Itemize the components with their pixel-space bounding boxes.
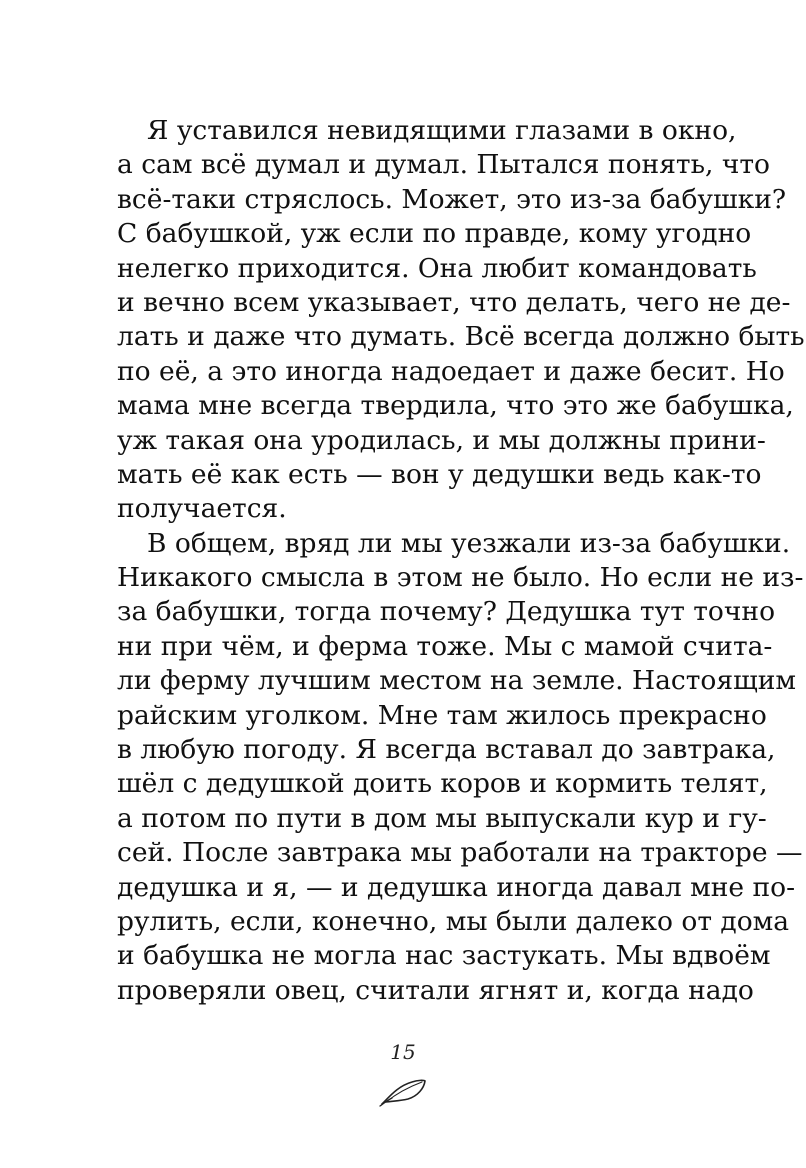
- text-line: мать её как есть — вон у дедушки ведь как-то: [117, 458, 762, 490]
- text-line: нелегко приходится. Она любит командовать: [117, 252, 757, 284]
- text-line: Я уставился невидящими глазами в окно,: [147, 115, 737, 146]
- text-line: лать и даже что думать. Всё всегда должно быть: [117, 321, 805, 353]
- text-line: и бабушка не могла нас застукать. Мы вдвоём: [117, 940, 771, 972]
- page-number: 15: [390, 1040, 416, 1064]
- text-line: за бабушки, тогда почему? Дедушка тут точно: [117, 596, 776, 628]
- text-line: всё-таки стряслось. Может, это из-за бабушки?: [117, 183, 787, 215]
- text-line: сей. После завтрака мы работали на тракторе —: [117, 837, 803, 869]
- text-line: по её, а это иногда надоедает и даже бесит. Но: [117, 355, 785, 387]
- text-line: Никакого смысла в этом не было. Но если не из-: [117, 562, 804, 594]
- text-line: а сам всё думал и думал. Пытался понять, что: [117, 149, 770, 181]
- text-line: райским уголком. Мне там жилось прекрасно: [117, 699, 767, 731]
- text-line: ли ферму лучшим местом на земле. Настоящим: [117, 665, 796, 697]
- text-line: шёл с дедушкой доить коров и кормить телят,: [117, 768, 768, 800]
- text-line: рулить, если, конечно, мы были далеко от дома: [117, 905, 790, 937]
- leaf-ornament-icon: [378, 1074, 428, 1108]
- text-line: дедушка и я, — и дедушка иногда давал мне по-: [117, 871, 796, 903]
- text-line: мама мне всегда твердила, что это же бабушка,: [117, 390, 794, 422]
- text-line: а потом по пути в дом мы выпускали кур и гу-: [117, 802, 767, 834]
- text-line: и вечно всем указывает, что делать, чего не де-: [117, 286, 791, 318]
- text-line: С бабушкой, уж если по правде, кому угодно: [117, 218, 752, 250]
- text-line: В общем, вряд ли мы уезжали из-за бабушки.: [147, 527, 791, 559]
- text-line: получается.: [117, 493, 287, 525]
- text-line: проверяли овец, считали ягнят и, когда надо: [117, 974, 754, 1006]
- paragraph-1: [117, 114, 805, 527]
- text-line: уж такая она уродилась, и мы должны прини-: [117, 424, 766, 456]
- body-text: [117, 114, 805, 1008]
- text-line: ни при чём, и ферма тоже. Мы с мамой счита-: [117, 630, 773, 662]
- text-line: в любую погоду. Я всегда вставал до завтрака,: [117, 734, 776, 766]
- paragraph-2: [117, 527, 804, 1008]
- page-footer: [0, 1040, 806, 1108]
